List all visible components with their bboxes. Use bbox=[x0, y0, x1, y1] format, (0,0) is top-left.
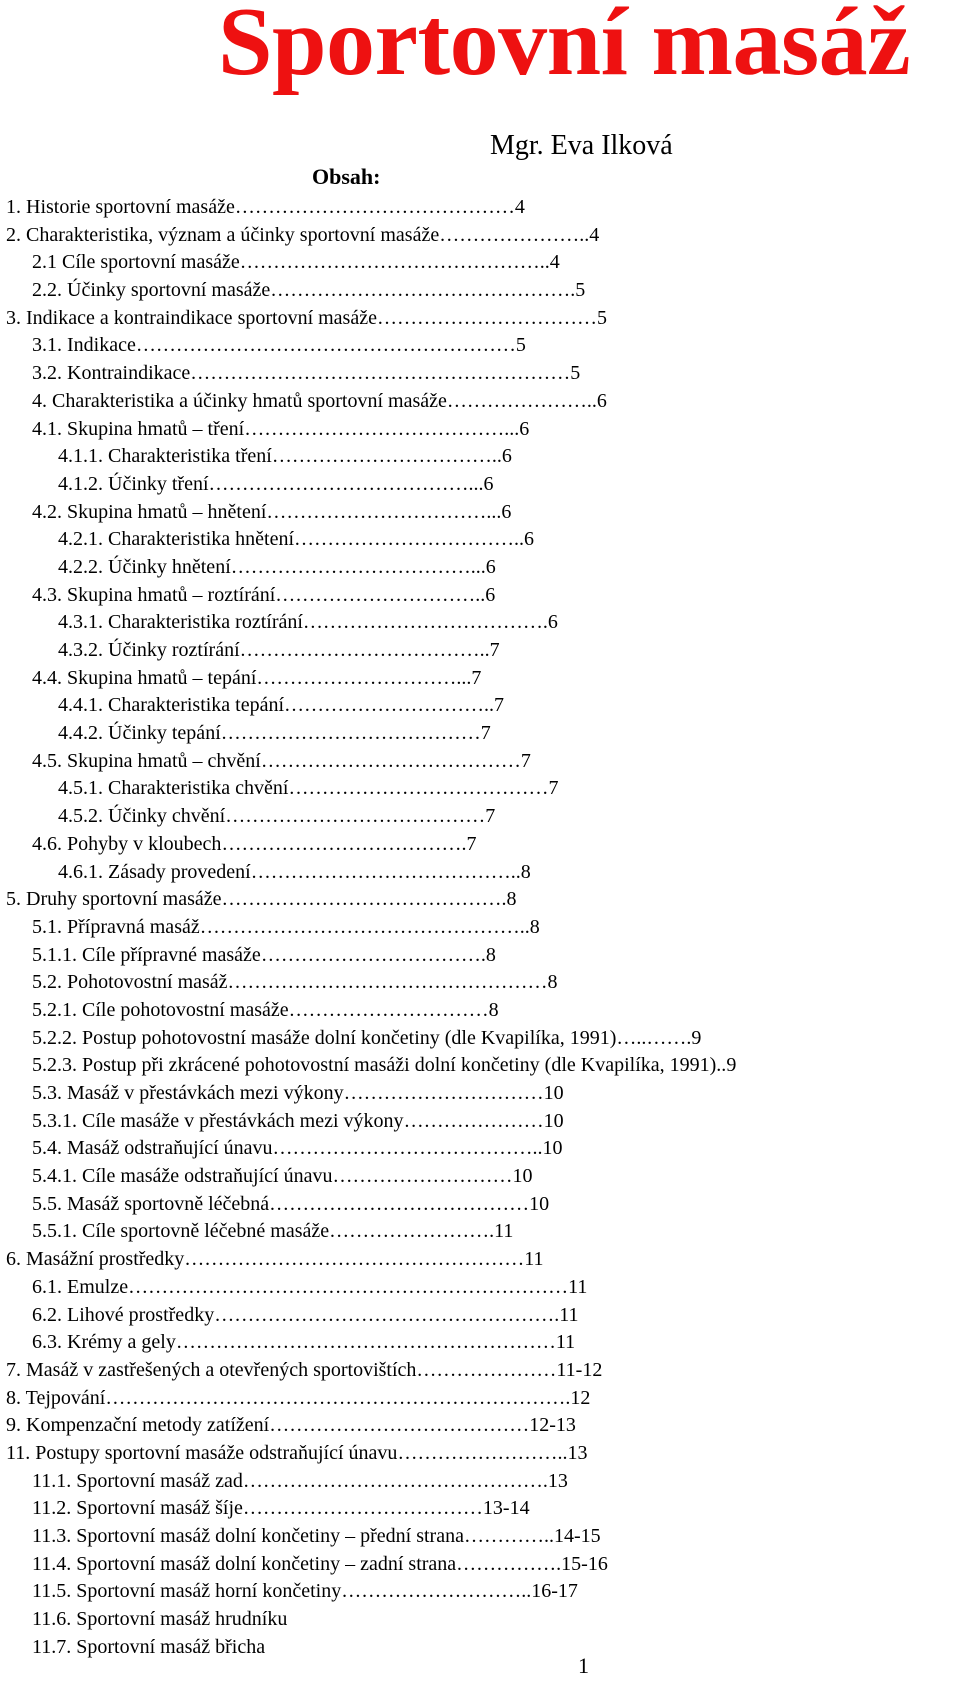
toc-entry-label: 4.3. Skupina hmatů – roztírání bbox=[32, 583, 276, 606]
toc-entry[interactable] bbox=[0, 1163, 960, 1191]
toc-entry[interactable] bbox=[0, 1523, 960, 1551]
toc-entry-label: 4.3.2. Účinky roztírání bbox=[58, 639, 240, 661]
toc-entry[interactable] bbox=[0, 249, 960, 277]
toc-entry[interactable] bbox=[0, 1080, 960, 1108]
toc-entry[interactable] bbox=[0, 305, 960, 333]
toc-entry[interactable] bbox=[0, 1329, 960, 1357]
toc-entry[interactable] bbox=[0, 859, 960, 887]
toc-entry-page: 10 bbox=[512, 1165, 533, 1188]
toc-entry-page: 9 bbox=[726, 1054, 737, 1077]
toc-entry-label: 4.4. Skupina hmatů – tepání bbox=[32, 666, 257, 689]
toc-entry-label: 5.5.1. Cíle sportovně léčebné masáže bbox=[32, 1220, 330, 1243]
toc-entry-label: 5.3.1. Cíle masáže v přestávkách mezi výkony bbox=[32, 1109, 404, 1132]
toc-entry-page: 8 bbox=[520, 860, 531, 883]
toc-entry-leader: …..……. bbox=[616, 1026, 692, 1049]
toc-entry-page: 11 bbox=[494, 1220, 514, 1243]
toc-entry-leader: ………………… bbox=[416, 1358, 557, 1381]
toc-entry-label: 11.3. Sportovní masáž dolní končetiny – přední strana bbox=[32, 1525, 464, 1547]
toc-entry-label: 5.2.3. Postup při zkrácené pohotovostní masáži dolní končetiny (dle Kvapilíka, 1991).. bbox=[32, 1054, 727, 1077]
toc-entry-page: 7 bbox=[520, 749, 531, 772]
toc-entry[interactable] bbox=[0, 222, 960, 250]
toc-entry-leader: ………………………………………… bbox=[227, 971, 548, 994]
toc-entry[interactable] bbox=[0, 1191, 960, 1219]
toc-entry[interactable] bbox=[0, 1468, 960, 1496]
toc-entry-page: 4 bbox=[549, 251, 560, 274]
toc-entry[interactable] bbox=[0, 1551, 960, 1579]
toc-entry-label: 4.5.1. Charakteristika chvění bbox=[58, 777, 289, 800]
toc-entry-label: 3.2. Kontraindikace bbox=[32, 362, 191, 385]
toc-entry-label: 4.3.1. Charakteristika roztírání bbox=[58, 611, 303, 634]
toc-entry-leader: …………………………... bbox=[256, 666, 472, 689]
toc-entry-page: 7 bbox=[489, 639, 500, 661]
page-number: 1 bbox=[578, 1653, 589, 1678]
toc-entry-leader: ………………………………… bbox=[225, 805, 486, 828]
toc-entry-leader: ………………………………… bbox=[220, 722, 481, 745]
toc-entry-label: 4.1.2. Účinky tření bbox=[58, 472, 209, 495]
toc-entry-leader: ……………………………………. bbox=[221, 888, 507, 911]
toc-entry-page: 5 bbox=[570, 362, 581, 385]
toc-entry-leader: …………………………………... bbox=[244, 417, 520, 440]
toc-entry[interactable] bbox=[0, 499, 960, 527]
toc-entry-label: 11.5. Sportovní masáž horní končetiny bbox=[32, 1580, 342, 1603]
toc-entry-leader: ………………………………………. bbox=[242, 1469, 548, 1492]
toc-entry[interactable] bbox=[0, 665, 960, 693]
toc-entry-leader: …………………………………… bbox=[234, 196, 515, 218]
toc-entry-leader: ………………………………. bbox=[302, 611, 548, 634]
toc-entry-leader: ………………….. bbox=[439, 223, 590, 246]
toc-entry-leader: …………………………………………… bbox=[184, 1248, 525, 1271]
toc-entry-page: 8 bbox=[506, 888, 517, 911]
toc-entry-page: 8 bbox=[529, 915, 540, 938]
toc-entry-page: 6 bbox=[519, 417, 530, 440]
toc-entry-leader: ……………. bbox=[456, 1552, 562, 1575]
toc-entry-label: 5.2. Pohotovostní masáž bbox=[32, 971, 228, 994]
toc-entry-page: 6 bbox=[501, 500, 512, 523]
toc-entry-leader: ………………………………. bbox=[221, 832, 467, 855]
toc-entry-page: 10 bbox=[529, 1192, 550, 1215]
toc-entry-label: 4.4.2. Účinky tepání bbox=[58, 722, 221, 745]
toc-entry-leader: ………………………….. bbox=[284, 694, 495, 717]
toc-entry[interactable] bbox=[0, 277, 960, 305]
toc-entry[interactable] bbox=[0, 582, 960, 610]
toc-entry-page: 7 bbox=[466, 832, 477, 855]
toc-entry-label: 11.2. Sportovní masáž šíje bbox=[32, 1497, 243, 1520]
document-title: Sportovní masáž bbox=[218, 0, 911, 96]
toc-entry-page: 6 bbox=[483, 472, 494, 495]
toc-entry-leader: …………………….. bbox=[397, 1441, 568, 1464]
toc-entry-page: 10 bbox=[543, 1109, 564, 1132]
toc-entry-leader: ………………………………………………… bbox=[135, 334, 516, 357]
toc-entry[interactable] bbox=[0, 360, 960, 388]
toc-entry-leader: ………………………………….. bbox=[272, 1137, 543, 1160]
toc-heading: Obsah: bbox=[312, 164, 381, 189]
toc-entry-label: 8. Tejpování bbox=[6, 1386, 106, 1409]
toc-entry-page: 10 bbox=[543, 1082, 564, 1104]
toc-entry-leader: …………………………….. bbox=[294, 528, 525, 551]
toc-entry-leader: ……………………………………………………………. bbox=[105, 1386, 571, 1409]
table-of-contents bbox=[0, 194, 960, 1661]
toc-entry[interactable] bbox=[0, 914, 960, 942]
toc-entry[interactable] bbox=[0, 1025, 960, 1053]
toc-entry-label: 4.1. Skupina hmatů – tření bbox=[32, 417, 245, 440]
toc-entry-label: 4.1.1. Charakteristika tření bbox=[58, 445, 272, 468]
toc-entry-label: 4.2. Skupina hmatů – hnětení bbox=[32, 500, 267, 523]
toc-entry-label: 5.4. Masáž odstraňující únavu bbox=[32, 1137, 273, 1160]
toc-entry[interactable] bbox=[0, 471, 960, 499]
toc-entry-page: 10 bbox=[542, 1137, 563, 1160]
author-name: Mgr. Eva Ilková bbox=[490, 130, 673, 161]
toc-entry-page: 4 bbox=[514, 196, 525, 218]
toc-entry-page: 11 bbox=[568, 1275, 588, 1298]
toc-entry-leader: ……………………………... bbox=[266, 500, 502, 523]
toc-entry-leader: ……………………………………………. bbox=[214, 1303, 560, 1326]
toc-entry[interactable] bbox=[0, 748, 960, 776]
toc-entry-label: 4.2.2. Účinky hnětení bbox=[58, 555, 231, 578]
toc-entry-page: 7 bbox=[494, 694, 505, 717]
toc-entry-label: 4.6.1. Zásady provedení bbox=[58, 860, 251, 883]
toc-entry-leader: ………………… bbox=[403, 1109, 544, 1132]
toc-entry[interactable] bbox=[0, 416, 960, 444]
toc-entry-page: 6 bbox=[485, 583, 496, 606]
toc-entry[interactable] bbox=[0, 1495, 960, 1523]
toc-entry-page: 6 bbox=[547, 611, 558, 634]
toc-entry-page: 13-14 bbox=[482, 1497, 530, 1520]
toc-entry-label: 1. Historie sportovní masáže bbox=[6, 196, 235, 218]
toc-entry[interactable] bbox=[0, 1578, 960, 1606]
toc-entry-label: 5.3. Masáž v přestávkách mezi výkony bbox=[32, 1082, 344, 1104]
toc-entry[interactable] bbox=[0, 609, 960, 637]
toc-entry-leader: …………………………………... bbox=[208, 472, 484, 495]
toc-entry[interactable] bbox=[0, 720, 960, 748]
toc-entry-leader: ………………………………… bbox=[260, 749, 521, 772]
toc-entry-page: 6 bbox=[485, 555, 496, 578]
toc-entry[interactable] bbox=[0, 1385, 960, 1413]
toc-entry-label: 4.2.1. Charakteristika hnětení bbox=[58, 528, 295, 551]
toc-entry-page: 5 bbox=[575, 279, 586, 302]
toc-entry[interactable] bbox=[0, 637, 960, 665]
toc-entry[interactable] bbox=[0, 554, 960, 582]
toc-entry-leader: ……………………………… bbox=[242, 1497, 483, 1520]
toc-entry-page: 7 bbox=[480, 722, 491, 745]
toc-entry-label: 11.4. Sportovní masáž dolní končetiny – zadní strana bbox=[32, 1552, 457, 1575]
toc-entry-leader: ………….. bbox=[463, 1525, 554, 1547]
toc-entry-leader: ………………………………………….. bbox=[199, 915, 530, 938]
toc-entry-page: 13 bbox=[547, 1469, 568, 1492]
toc-entry-label: 3. Indikace a kontraindikace sportovní masáže bbox=[6, 306, 377, 329]
toc-entry-leader: …………………………… bbox=[376, 306, 597, 329]
toc-entry[interactable] bbox=[0, 692, 960, 720]
toc-entry-page: 11 bbox=[524, 1248, 544, 1271]
toc-entry-label: 11. Postupy sportovní masáže odstraňující únavu bbox=[6, 1441, 398, 1464]
toc-entry-leader: ……………………………………….. bbox=[239, 251, 550, 274]
toc-entry[interactable] bbox=[0, 526, 960, 554]
toc-entry-leader: ………………………………... bbox=[230, 555, 486, 578]
toc-entry-label: 6. Masážní prostředky bbox=[6, 1248, 185, 1271]
toc-entry-leader: …………………………….. bbox=[271, 445, 502, 468]
toc-entry-leader: ………………………… bbox=[288, 998, 489, 1021]
toc-entry-leader: ……………………….. bbox=[341, 1580, 532, 1603]
toc-entry-page: 8 bbox=[547, 971, 558, 994]
toc-entry[interactable] bbox=[0, 969, 960, 997]
toc-entry-page: 6 bbox=[596, 389, 607, 412]
toc-entry-label: 11.1. Sportovní masáž zad bbox=[32, 1469, 243, 1492]
toc-entry-leader: ………………………………………. bbox=[270, 279, 576, 302]
toc-entry-label: 9. Kompenzační metody zatížení bbox=[6, 1414, 270, 1437]
toc-entry-leader: ………………………………………………………… bbox=[128, 1275, 569, 1298]
toc-entry-leader: ………………………………… bbox=[288, 777, 549, 800]
toc-entry-page: 7 bbox=[548, 777, 559, 800]
toc-entry-leader: ……………………………….. bbox=[239, 639, 490, 661]
toc-entry[interactable] bbox=[0, 1302, 960, 1330]
toc-entry-label: 5.2.2. Postup pohotovostní masáže dolní končetiny (dle Kvapilíka, 1991) bbox=[32, 1026, 617, 1049]
toc-entry-page: 7 bbox=[485, 805, 496, 828]
toc-entry-leader: ……………………………. bbox=[260, 943, 486, 966]
toc-entry-leader: ……………………… bbox=[332, 1165, 513, 1188]
toc-entry-label: 2.1 Cíle sportovní masáže bbox=[32, 251, 240, 274]
toc-entry-page: 8 bbox=[485, 943, 496, 966]
toc-entry-label: 5.4.1. Cíle masáže odstraňující únavu bbox=[32, 1165, 333, 1188]
toc-entry-page: 13 bbox=[567, 1441, 588, 1464]
toc-entry-leader: ………………………….. bbox=[275, 583, 486, 606]
toc-entry[interactable] bbox=[0, 1412, 960, 1440]
toc-entry-label: 6.3. Krémy a gely bbox=[32, 1331, 176, 1354]
toc-entry[interactable] bbox=[0, 332, 960, 360]
toc-entry[interactable] bbox=[0, 194, 960, 222]
toc-entry[interactable] bbox=[0, 775, 960, 803]
toc-entry-page: 5 bbox=[596, 306, 607, 329]
toc-entry-page: 16-17 bbox=[531, 1580, 578, 1603]
toc-entry[interactable] bbox=[0, 1274, 960, 1302]
toc-entry-leader: ………………………… bbox=[343, 1082, 544, 1104]
toc-entry[interactable] bbox=[0, 886, 960, 914]
toc-entry[interactable] bbox=[0, 1634, 960, 1662]
toc-entry-page: 6 bbox=[524, 528, 535, 551]
toc-entry-label: 5.5. Masáž sportovně léčebná bbox=[32, 1192, 270, 1215]
toc-entry-page: 12-13 bbox=[529, 1414, 576, 1437]
toc-entry-leader: ………………………………….. bbox=[250, 860, 521, 883]
toc-entry-label: 2. Charakteristika, význam a účinky sportovní masáže bbox=[6, 223, 440, 246]
toc-entry-page: 6 bbox=[501, 445, 512, 468]
toc-entry[interactable] bbox=[0, 803, 960, 831]
toc-entry-page: 11 bbox=[555, 1331, 576, 1354]
toc-entry[interactable] bbox=[0, 1246, 960, 1274]
toc-entry[interactable] bbox=[0, 997, 960, 1025]
toc-entry-page: 11 bbox=[559, 1303, 579, 1326]
toc-entry-label: 2.2. Účinky sportovní masáže bbox=[32, 279, 271, 302]
toc-entry-leader: ………………………………… bbox=[269, 1414, 530, 1437]
toc-entry-page: 7 bbox=[471, 666, 482, 689]
toc-entry[interactable] bbox=[0, 1218, 960, 1246]
toc-entry-label: 6.1. Emulze bbox=[32, 1275, 129, 1298]
toc-entry-label: 5.1. Přípravná masáž bbox=[32, 915, 200, 938]
toc-entry-label: 4.6. Pohyby v kloubech bbox=[32, 832, 222, 855]
toc-entry[interactable] bbox=[0, 831, 960, 859]
toc-entry-label: 5.2.1. Cíle pohotovostní masáže bbox=[32, 998, 289, 1021]
toc-entry-label: 4.5. Skupina hmatů – chvění bbox=[32, 749, 261, 772]
toc-entry-label: 5. Druhy sportovní masáže bbox=[6, 888, 222, 911]
toc-entry-leader: ………………………………… bbox=[269, 1192, 530, 1215]
toc-entry-label: 4.4.1. Charakteristika tepání bbox=[58, 694, 285, 717]
toc-entry-label: 4. Charakteristika a účinky hmatů sportovní masáže bbox=[32, 389, 447, 412]
toc-entry-page: 12 bbox=[570, 1386, 591, 1409]
toc-entry-page: 14-15 bbox=[553, 1525, 601, 1547]
toc-entry-page: 8 bbox=[488, 998, 499, 1021]
toc-entry-label: 11.7. Sportovní masáž břicha bbox=[32, 1635, 266, 1658]
toc-entry[interactable] bbox=[0, 443, 960, 471]
toc-entry[interactable] bbox=[0, 1135, 960, 1163]
toc-entry-label: 4.5.2. Účinky chvění bbox=[58, 805, 226, 828]
toc-entry-label: 6.2. Lihové prostředky bbox=[32, 1303, 215, 1326]
toc-entry-label: 11.6. Sportovní masáž hrudníku bbox=[32, 1608, 288, 1631]
toc-entry[interactable] bbox=[0, 1357, 960, 1385]
toc-entry-page: 11-12 bbox=[556, 1358, 603, 1381]
toc-entry[interactable] bbox=[0, 1606, 960, 1634]
toc-entry-page: 9 bbox=[691, 1026, 702, 1049]
toc-entry-label: 7. Masáž v zastřešených a otevřených sportovištích bbox=[6, 1358, 417, 1381]
toc-entry-page: 4 bbox=[589, 223, 600, 246]
toc-entry-leader: ………………….. bbox=[446, 389, 597, 412]
toc-entry-leader: ………………………………………………… bbox=[175, 1331, 556, 1354]
toc-entry[interactable] bbox=[0, 1440, 960, 1468]
toc-entry[interactable] bbox=[0, 942, 960, 970]
toc-entry-page: 5 bbox=[515, 334, 526, 357]
toc-entry-page: 15-16 bbox=[561, 1552, 608, 1575]
toc-entry[interactable] bbox=[0, 388, 960, 416]
toc-entry[interactable] bbox=[0, 1052, 960, 1080]
toc-entry-label: 3.1. Indikace bbox=[32, 334, 136, 357]
toc-entry[interactable] bbox=[0, 1108, 960, 1136]
toc-entry-label: 5.1.1. Cíle přípravné masáže bbox=[32, 943, 261, 966]
toc-entry-leader: ………………………………………………… bbox=[190, 362, 571, 385]
toc-entry-leader: ……………………. bbox=[329, 1220, 495, 1243]
